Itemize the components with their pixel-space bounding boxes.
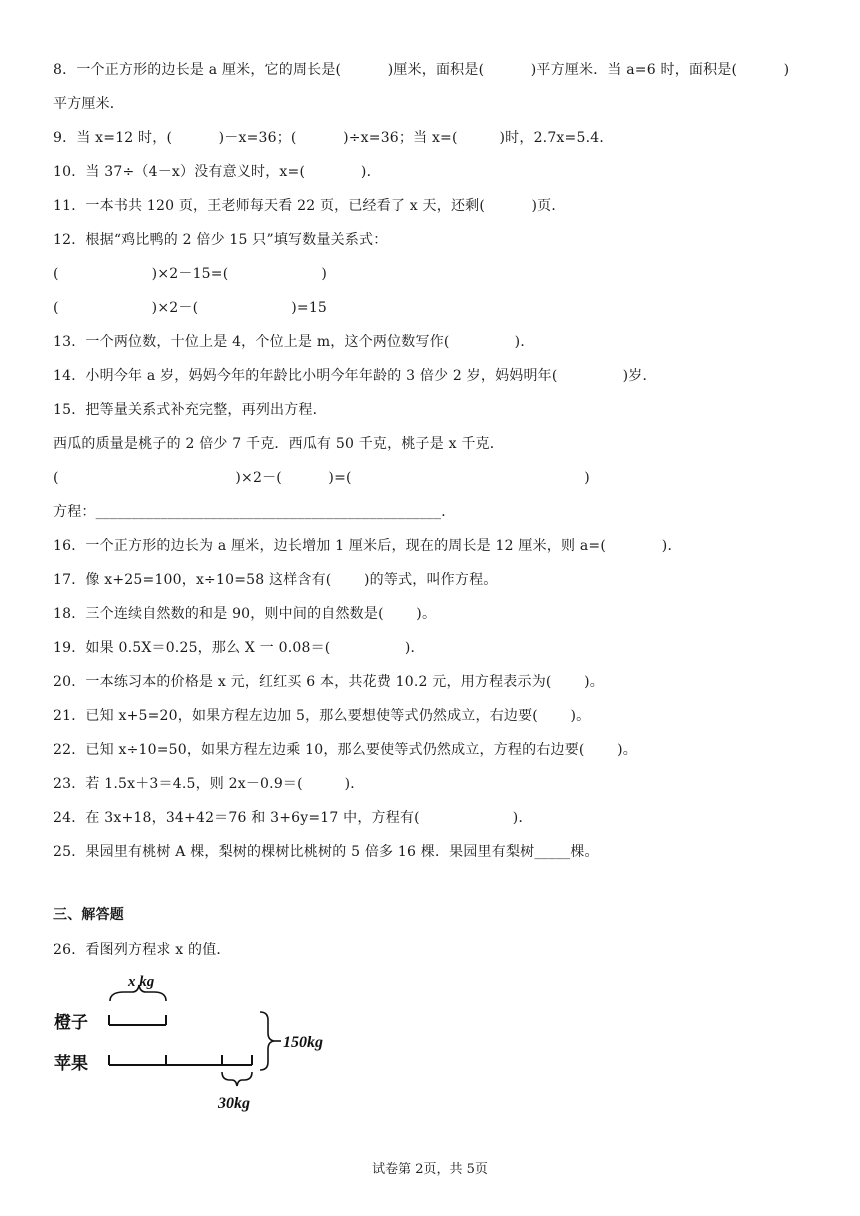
question-20: 20．一本练习本的价格是 x 元，红红买 6 本，共花费 10.2 元，用方程表示为( )。 (53, 674, 604, 690)
question-25: 25．果园里有桃树 A 棵，梨树的棵树比桃树的 5 倍多 16 棵．果园里有梨树_____棵。 (53, 844, 599, 860)
question-17: 17．像 x+25=100，x÷10=58 这样含有( )的等式，叫作方程。 (53, 572, 498, 588)
question-21: 21．已知 x+5=20，如果方程左边加 5，那么要想使等式仍然成立，右边要( )。 (53, 708, 591, 724)
question-15: 15．把等量关系式补充完整，再列出方程． (53, 402, 327, 418)
orange-brace (110, 985, 166, 1001)
question-8: 8．一个正方形的边长是 a 厘米，它的周长是( )厘米，面积是( )平方厘米．当 a=6 时，面积是( ) (53, 62, 790, 78)
question-13: 13．一个两位数，十位上是 4，个位上是 m，这个两位数写作( )． (53, 334, 535, 350)
row-label-orange: 橙子 (54, 1013, 88, 1033)
question-12-line2: ( )×2－( )=15 (53, 300, 328, 316)
question-11: 11．一本书共 120 页，王老师每天看 22 页，已经看了 x 天，还剩( )页． (53, 198, 566, 214)
diff-brace (222, 1072, 252, 1086)
diff-label: 30kg (218, 1095, 250, 1112)
question-12: 12．根据“鸡比鸭的 2 倍少 15 只”填写数量关系式： (53, 232, 388, 248)
question-24: 24．在 3x+18，34+42＝76 和 3+6y=17 中，方程有( )． (53, 810, 533, 826)
orange-segment (109, 1015, 166, 1025)
question-23: 23．若 1.5x＋3＝4.5，则 2x－0.9＝( )． (53, 776, 365, 792)
question-15-relation: ( )×2－( )=( ) (53, 470, 590, 486)
question-15-equation: 方程：________________________________________________． (53, 504, 456, 520)
question-15-context: 西瓜的质量是桃子的 2 倍少 7 千克．西瓜有 50 千克，桃子是 x 千克． (53, 436, 504, 452)
question-10: 10．当 37÷（4－x）没有意义时，x=( )． (53, 164, 381, 180)
question-8-cont: 平方厘米． (53, 96, 124, 112)
question-19: 19．如果 0.5X＝0.25，那么 X 一 0.08＝( )． (53, 640, 425, 656)
question-22: 22．已知 x÷10=50，如果方程左边乘 10，那么要使等式仍然成立，方程的右边要( )。 (53, 742, 637, 758)
question-18: 18．三个连续自然数的和是 90，则中间的自然数是( )。 (53, 606, 437, 622)
question-26: 26．看图列方程求 x 的值． (53, 942, 231, 958)
page-footer: 试卷第 2页，共 5页 (372, 1162, 488, 1177)
diagram-x-label: x kg (128, 974, 155, 990)
question-12-line1: ( )×2－15=( ) (53, 266, 328, 282)
total-label: 150kg (283, 1034, 323, 1051)
segment-diagram (52, 968, 352, 1118)
row-label-apple: 苹果 (54, 1054, 88, 1074)
section-title: 三、解答题 (53, 907, 124, 923)
total-brace (260, 1012, 274, 1070)
apple-segment (109, 1055, 252, 1065)
question-9: 9．当 x=12 时，( )－x=36；( )÷x=36；当 x=( )时，2.7x=5.4． (53, 130, 614, 146)
question-14: 14．小明今年 a 岁，妈妈今年的年龄比小明今年年龄的 3 倍少 2 岁，妈妈明年( )岁． (53, 368, 657, 384)
question-16: 16．一个正方形的边长为 a 厘米，边长增加 1 厘米后，现在的周长是 12 厘米，则 a=( )． (53, 538, 682, 554)
